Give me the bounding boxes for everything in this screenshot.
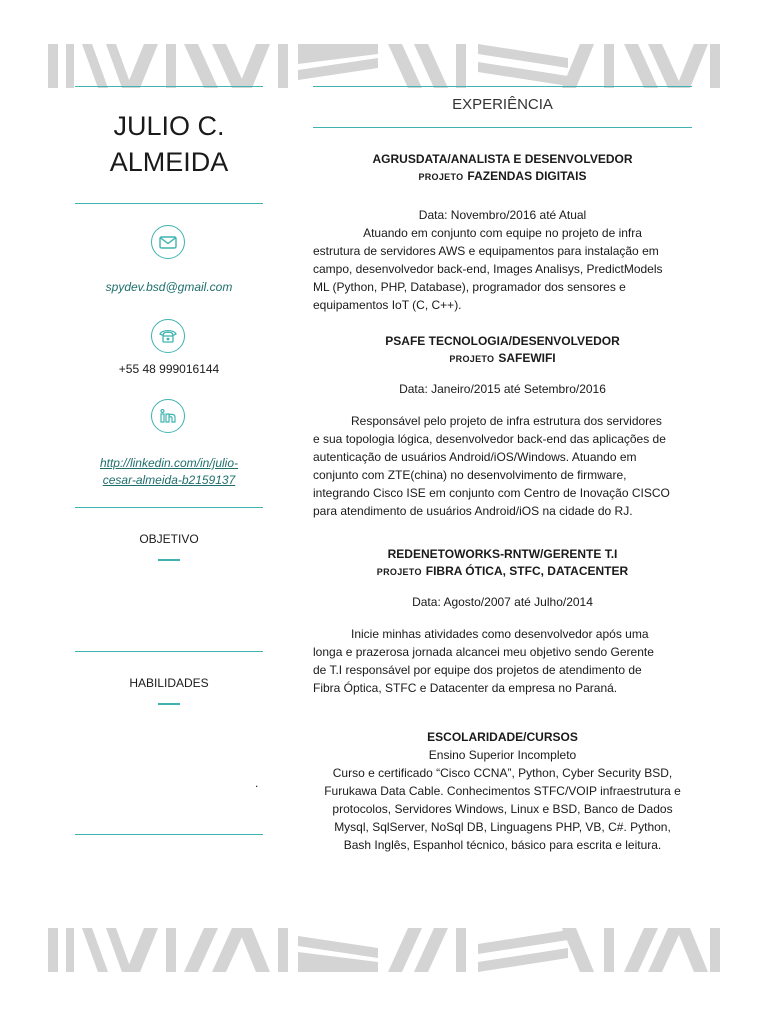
skills-accent-bar xyxy=(158,703,180,705)
job-description-line: longa e prazerosa jornada alcancei meu objetivo sendo Gerente xyxy=(313,645,654,659)
project-prefix: PROJETO xyxy=(418,172,464,182)
envelope-icon xyxy=(151,225,185,259)
education-line: Mysql, SqlServer, NoSql DB, Linguagens PHP, VB, C#. Python, xyxy=(334,820,671,834)
sidebar-skills-rule xyxy=(75,834,263,835)
job-company: PSAFE TECNOLOGIA/DESENVOLVEDOR xyxy=(385,334,620,348)
job-description-line: conjunto com ZTE(china) no desenvolvimento de firmware, xyxy=(313,468,627,482)
project-prefix: PROJETO xyxy=(376,567,422,577)
name-line-2: ALMEIDA xyxy=(109,147,229,177)
name-line-1: JULIO C. xyxy=(113,111,225,141)
linkedin-link-line-2[interactable]: cesar-almeida-b2159137 xyxy=(102,473,236,487)
job-description-line: Inicie minhas atividades como desenvolvedor após uma xyxy=(351,627,649,641)
candidate-name xyxy=(75,108,263,180)
phone-number: +55 48 999016144 xyxy=(118,362,220,376)
phone-icon xyxy=(151,319,185,353)
project-name: FAZENDAS DIGITAIS xyxy=(467,169,587,183)
job-description-line: estrutura de servidores AWS e equipamentos para instalação em xyxy=(313,244,659,258)
project-name: FIBRA ÓTICA, STFC, DATACENTER xyxy=(425,564,629,578)
education-line: Furukawa Data Cable. Conhecimentos STFC/VOIP infraestrutura e xyxy=(324,784,681,798)
job-description-line: autenticação de usuários Android/iOS/Windows. Atuando em xyxy=(313,450,637,464)
experience-title-rule xyxy=(313,127,692,128)
linkedin-link-line-1[interactable]: http://linkedin.com/in/julio- xyxy=(99,456,239,470)
email-address[interactable]: spydev.bsd@gmail.com xyxy=(105,280,233,294)
job-description-line: para atendimento de usuários Android/iOS na cidade do RJ. xyxy=(313,504,633,518)
education-line: Bash Inglês, Espanhol técnico, básico para escrita e leitura. xyxy=(343,838,662,852)
objective-accent-bar xyxy=(158,559,180,561)
job-company: AGRUSDATA/ANALISTA E DESENVOLVEDOR xyxy=(372,152,633,166)
sidebar-objective-rule xyxy=(75,651,263,652)
project-prefix: PROJETO xyxy=(449,354,495,364)
job-description-line: equipamentos IoT (C, C++). xyxy=(313,298,462,312)
job-date: Data: Janeiro/2015 até Setembro/2016 xyxy=(399,382,606,396)
project-name: SAFEWIFI xyxy=(498,351,556,365)
education-section xyxy=(313,729,692,854)
job-date: Data: Agosto/2007 até Julho/2014 xyxy=(412,595,593,609)
linkedin-icon xyxy=(151,399,185,433)
sidebar-name-rule xyxy=(75,203,263,204)
job-company: REDENETOWORKS-RNTW/GERENTE T.I xyxy=(387,547,618,561)
job-project xyxy=(313,168,692,186)
job-date: Data: Novembro/2016 até Atual xyxy=(418,208,587,222)
education-line: protocolos, Servidores Windows, Linux e BSD, Banco de Dados xyxy=(332,802,673,816)
sidebar-top-rule xyxy=(75,86,263,87)
education-title: ESCOLARIDADE/CURSOS xyxy=(427,730,578,744)
job-entry-psafe xyxy=(313,333,692,520)
top-decorative-band xyxy=(48,44,720,88)
sidebar-contact-rule xyxy=(75,507,263,508)
linkedin-link[interactable] xyxy=(75,455,263,489)
skills-heading: HABILIDADES xyxy=(129,676,209,690)
job-description-line: Atuando em conjunto com equipe no projeto de infra xyxy=(363,226,642,240)
bottom-decorative-band xyxy=(48,928,720,972)
job-description-line: ML (Python, PHP, Database), programador dos sensores e xyxy=(313,280,626,294)
experience-top-rule xyxy=(313,86,692,87)
job-description-line: de T.I responsável por equipe dos projetos de atendimento de xyxy=(313,663,642,677)
education-line: Curso e certificado “Cisco CCNA”, Python, Cyber Security BSD, xyxy=(332,766,673,780)
experience-title: EXPERIÊNCIA xyxy=(452,96,553,113)
job-project xyxy=(313,563,692,581)
objective-heading: OBJETIVO xyxy=(139,532,199,546)
job-description-line: campo, desenvolvedor back-end, Images Analisys, PredictModels xyxy=(313,262,663,276)
job-entry-redenetoworks xyxy=(313,546,692,697)
job-description-line: Responsável pelo projeto de infra estrutura dos servidores xyxy=(351,414,662,428)
job-description-line: integrando Cisco ISE em conjunto com Centro de Inovação CISCO xyxy=(313,486,670,500)
job-entry-agrusdata xyxy=(313,151,692,314)
education-line: Ensino Superior Incompleto xyxy=(428,748,577,762)
job-description-line: Fibra Óptica, STFC e Datacenter da empresa no Paraná. xyxy=(313,681,618,695)
job-description-line: e sua topologia lógica, desenvolvedor back-end das aplicações de xyxy=(313,432,666,446)
job-project xyxy=(313,350,692,368)
stray-dot: . xyxy=(255,776,259,790)
